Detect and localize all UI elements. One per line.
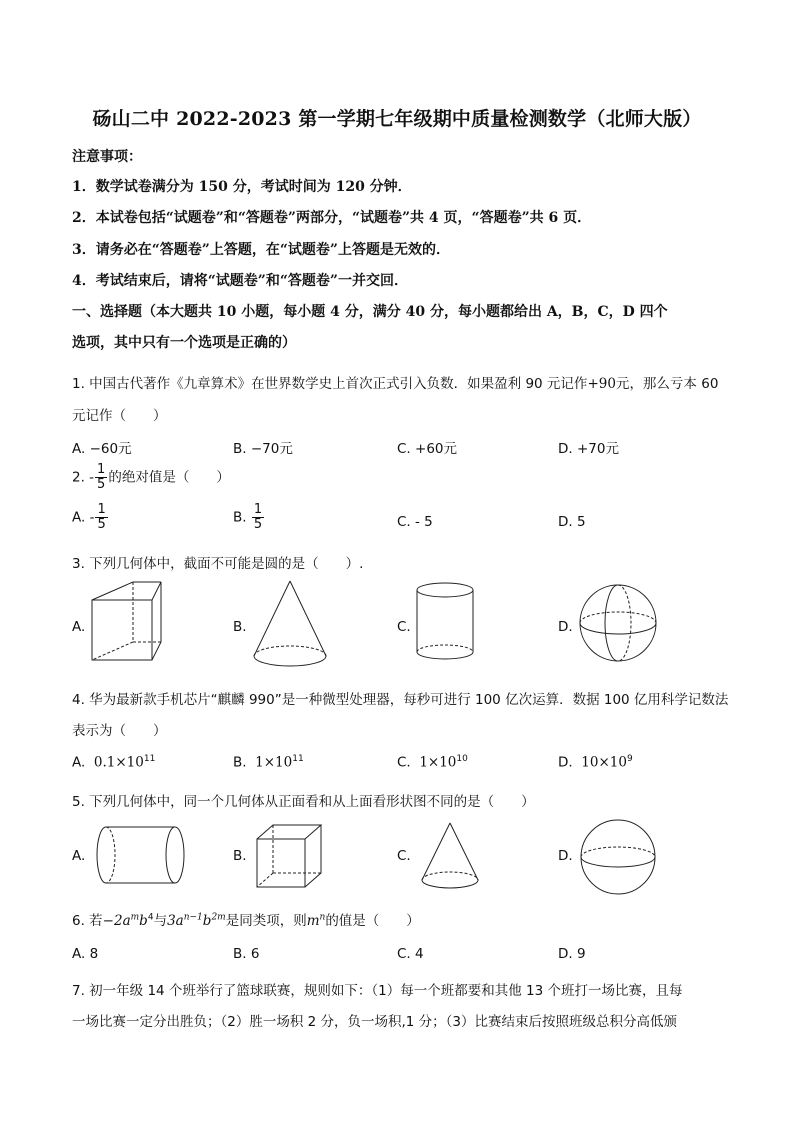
question-1-text-b: ，那么亏本 60: [629, 376, 719, 392]
option-base: 1×10: [255, 754, 293, 771]
question-2-fraction: [95, 463, 107, 492]
question-6-term1-exp-a: m: [130, 912, 140, 923]
question-1-stem-line2: 元记作（ ）: [72, 408, 167, 424]
option-label: C.: [397, 754, 411, 771]
fraction-numerator: 1: [97, 462, 106, 477]
question-2-prefix: 2. -: [72, 469, 95, 486]
question-6-term3-exp: n: [319, 912, 326, 923]
question-2-stem: [72, 463, 230, 492]
question-6-option-a: A. 8: [72, 946, 99, 962]
question-6-term1-exp-b: 4: [147, 912, 154, 923]
option-base: 0.1×10: [93, 754, 144, 771]
note-item-1: 1．数学试卷满分为 150 分，考试时间为 120 分钟．: [72, 179, 412, 195]
question-6-suffix1: 是同类项，则: [225, 913, 307, 929]
question-1-option-b: B. −70元: [233, 441, 293, 457]
question-6-option-d: D. 9: [558, 946, 586, 962]
question-1-text-a: 1. 中国古代著作《九章算术》在世界数学史上首次正式引入负数．如果盈利 90 元记作: [72, 376, 588, 392]
question-6-suffix2: 的值是（ ）: [325, 913, 420, 929]
question-4-option-c: [397, 754, 468, 771]
question-6-stem: [72, 909, 420, 929]
question-5-label-c: C.: [397, 848, 411, 864]
fraction-denominator: 5: [253, 517, 263, 532]
cone-figure-2: [418, 820, 482, 892]
question-4-option-a: [72, 754, 155, 771]
question-6-option-c: C. 4: [397, 946, 424, 962]
section-heading-line2: 选项，其中只有一个选项是正确的）: [72, 335, 296, 351]
question-5-label-b: B.: [233, 848, 247, 864]
cone-figure: [250, 578, 330, 670]
option-label: B.: [233, 754, 247, 771]
option-base: 1×10: [419, 754, 457, 771]
sphere-figure: [577, 582, 659, 664]
question-3-label-c: C.: [397, 619, 411, 635]
option-exponent: 10: [456, 754, 468, 764]
question-6-option-b: B. 6: [233, 946, 260, 962]
question-3-label-a: A.: [72, 619, 86, 635]
question-4-option-d: [558, 754, 633, 771]
question-7-stem-line2: 一场比赛一定分出胜负；（2）胜一场积 2 分，负一场积,1 分；（3）比赛结束后按照班级总积分高低颁: [72, 1014, 678, 1030]
option-b-label: B.: [233, 509, 247, 526]
question-6-term2-exp-a: n−1: [183, 912, 203, 923]
sphere-figure-2: [578, 817, 658, 897]
question-6-prefix: 6. 若: [72, 913, 103, 929]
question-5-label-d: D.: [558, 848, 573, 864]
question-4-stem-line1: 4. 华为最新款手机芯片“麒麟 990”是一种微型处理器，每秒可进行 100 亿次运算．数据 100 亿用科学记数法: [72, 692, 729, 708]
question-6-term3: m: [306, 913, 320, 929]
question-6-term2: 3a: [167, 913, 184, 929]
question-2-option-b: [233, 503, 265, 532]
question-6-term2-b: b: [202, 913, 212, 929]
question-3-label-b: B.: [233, 619, 247, 635]
fraction-denominator: 5: [97, 477, 106, 492]
question-4-option-b: [233, 754, 304, 771]
section-heading-line1: 一、选择题（本大题共 10 小题，每小题 4 分，满分 40 分，每小题都给出 A，B，C，D 四个: [72, 304, 668, 320]
question-7-stem-line1: 7. 初一年级 14 个班举行了篮球联赛，规则如下：（1）每一个班都要和其他 13 个班打一场比赛，且每: [72, 983, 683, 999]
question-2-suffix: 的绝对值是（ ）: [108, 469, 230, 486]
question-6-mid: 与: [153, 913, 168, 929]
cylinder-figure: [414, 580, 476, 664]
question-2-option-a: [72, 503, 109, 532]
question-3-stem: 3. 下列几何体中，截面不可能是圆的是（ ）.: [72, 556, 364, 572]
option-exponent: 9: [626, 754, 633, 764]
option-exponent: 11: [143, 754, 156, 764]
option-b-fraction: [252, 503, 264, 532]
option-base: 10×10: [581, 754, 627, 771]
question-1-stem: [72, 372, 718, 392]
fraction-numerator: 1: [253, 502, 263, 517]
option-exponent: 11: [292, 754, 304, 764]
page-title: 砀山二中 2022-2023 第一学期七年级期中质量检测数学（北师大版）: [92, 108, 702, 130]
option-a-label: A. -: [72, 509, 95, 526]
note-item-2: 2．本试卷包括“试题卷”和“答题卷”两部分，“试题卷”共 4 页，“答题卷”共 6 页．: [72, 210, 592, 226]
fraction-numerator: 1: [97, 502, 106, 517]
question-6-term2-exp-b: 2m: [211, 912, 226, 923]
question-5-stem: 5. 下列几何体中，同一个几何体从正面看和从上面看形状图不同的是（ ）: [72, 794, 535, 810]
question-2-option-c: C. - 5: [397, 514, 433, 530]
question-1-option-a: A. −60元: [72, 441, 132, 457]
question-1-option-c: C. +60元: [397, 441, 457, 457]
question-6-term1: −2a: [102, 913, 131, 929]
question-3-label-d: D.: [558, 619, 573, 635]
note-item-3: 3．请务必在“答题卷”上答题，在“试题卷”上答题是无效的．: [72, 242, 450, 258]
cube-figure: [253, 822, 325, 890]
option-a-fraction: [95, 503, 107, 532]
question-2-option-d: D. 5: [558, 514, 586, 530]
notes-heading: 注意事项：: [72, 149, 142, 165]
option-label: A.: [72, 754, 86, 771]
question-6-term1-b: b: [139, 913, 148, 929]
triangular-prism-figure: [85, 578, 167, 664]
horizontal-cylinder-figure: [92, 823, 188, 887]
question-4-stem-line2: 表示为（ ）: [72, 723, 167, 739]
question-1-option-d: D. +70元: [558, 441, 619, 457]
option-label: D.: [558, 754, 573, 771]
fraction-denominator: 5: [97, 517, 106, 532]
question-5-label-a: A.: [72, 848, 86, 864]
question-1-math: +90元: [587, 376, 630, 392]
note-item-4: 4．考试结束后，请将“试题卷”和“答题卷”一并交回．: [72, 273, 408, 289]
